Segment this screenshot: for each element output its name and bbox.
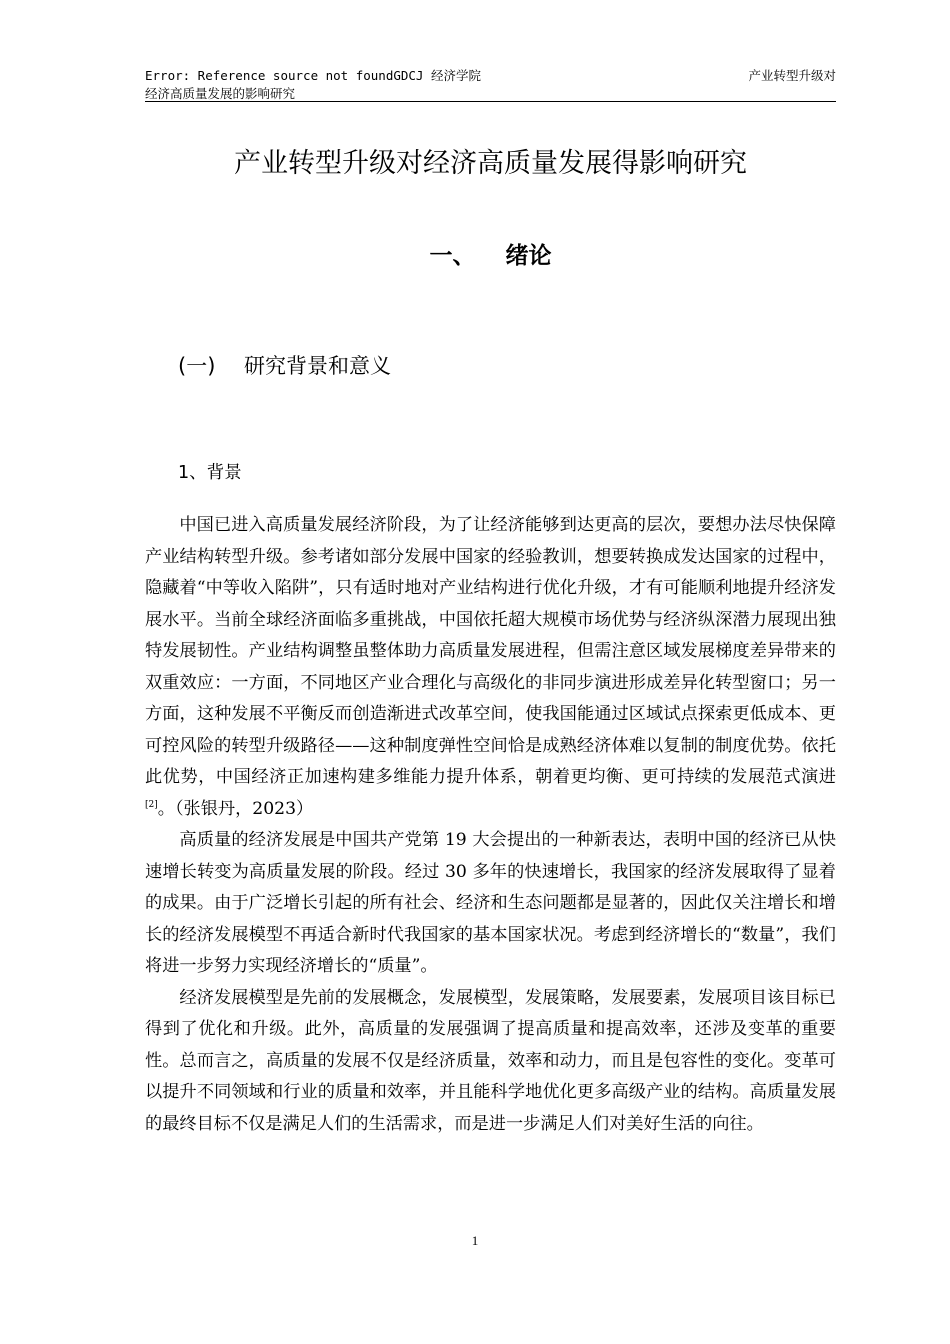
chapter-title: 绪论 (505, 243, 552, 269)
section-number: (一) (178, 354, 216, 378)
paragraph: 高质量的经济发展是中国共产党第 19 大会提出的一种新表达，表明中国的经济已从快速增长转变为高质量发展的阶段。经过 30 多年的快速增长，我国家的经济发展取得了显着的成果。由于广泛增长引起的所有社会、经济和生态问题都是显著的，因此仅关注增长和增长的经济发展模型不再适合新时代我国家的基本国家状况。考虑到经济增长的“数量”，我们将进一步努力实现经济增长的“质量”。 (145, 830, 836, 976)
chapter-number: 一、 (429, 243, 476, 269)
page-number: 1 (471, 1233, 479, 1248)
running-header-right: 产业转型升级对 (748, 68, 836, 83)
paragraph-tail: 。（张银丹，2023） (157, 798, 314, 819)
running-header-left-line2: 经济高质量发展的影响研究 (145, 86, 296, 101)
chapter-heading (145, 240, 836, 272)
running-header-left: Error: Reference source not foundGDCJ 经济学院 (145, 68, 481, 83)
body-text (145, 510, 836, 1140)
document-title: 产业转型升级对经济高质量发展得影响研究 (234, 148, 747, 179)
section-heading (178, 351, 391, 381)
paragraph (145, 510, 836, 825)
subsection-heading: 1、背景 (178, 463, 242, 483)
section-title: 研究背景和意义 (244, 354, 391, 378)
paragraph: 经济发展模型是先前的发展概念，发展模型，发展策略，发展要素，发展项目该目标已得到了优化和升级。此外，高质量的发展强调了提高质量和提高效率，还涉及变革的重要性。总而言之，高质量的发展不仅是经济质量，效率和动力，而且是包容性的变化。变革可以提升不同领域和行业的质量和效率，并且能科学地优化更多高级产业的结构。高质量发展的最终目标不仅是满足人们的生活需求，而是进一步满足人们对美好生活的向往。 (145, 987, 836, 1134)
paragraph-text: 中国已进入高质量发展经济阶段，为了让经济能够到达更高的层次，要想办法尽快保障产业结构转型升级。参考诸如部分发展中国家的经验教训，想要转换成发达国家的过程中，隐藏着“中等收入陷阱”，只有适时地对产业结构进行优化升级，才有可能顺利地提升经济发展水平。当前全球经济面临多重挑战，中国依托超大规模市场优势与经济纵深潜力展现出独特发展韧性。产业结构调整虽整体助力高质量发展进程，但需注意区域发展梯度差异带来的双重效应：一方面，不同地区产业合理化与高级化的非同步演进形成差异化转型窗口；另一方面，这种发展不平衡反而创造渐进式改革空间，使我国能通过区域试点探索更低成本、更可控风险的转型升级路径——这种制度弹性空间恰是成熟经济体难以复制的制度优势。依托此优势，中国经济正加速构建多维能力提升体系，朝着更均衡、更可持续的发展范式演进 (145, 515, 836, 787)
header-rule (145, 101, 836, 102)
citation-ref[interactable]: [2] (145, 799, 158, 810)
